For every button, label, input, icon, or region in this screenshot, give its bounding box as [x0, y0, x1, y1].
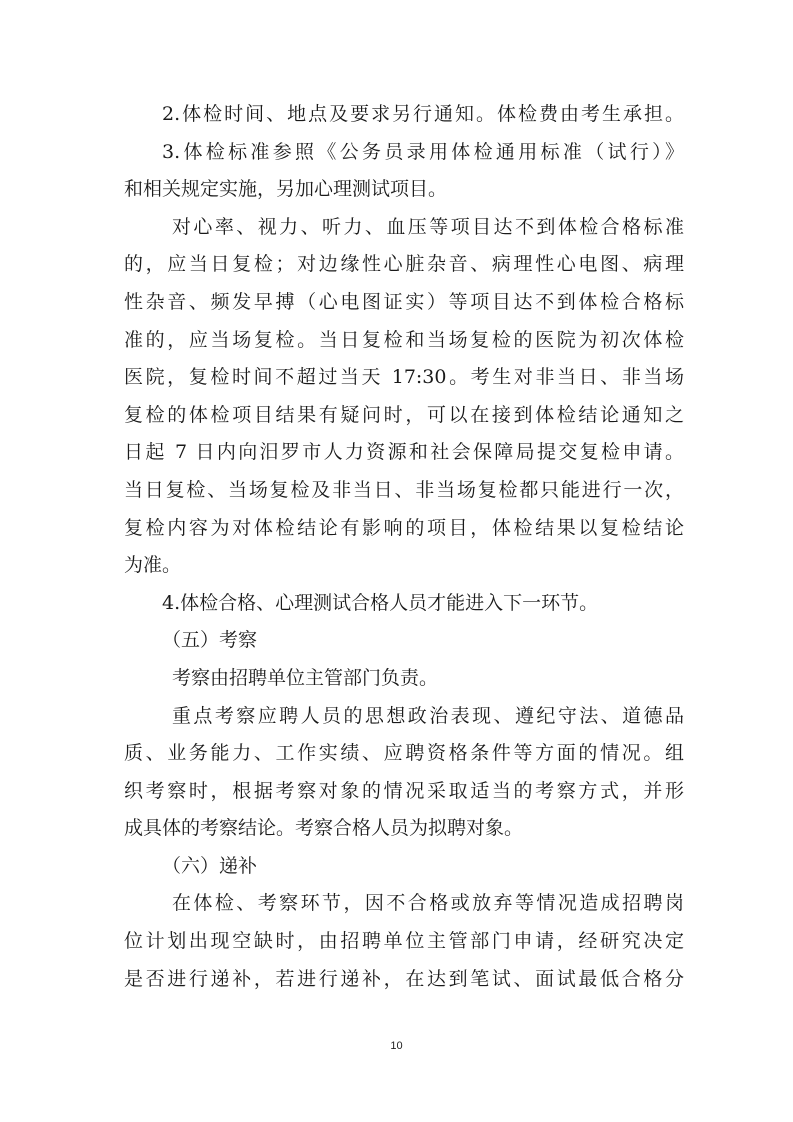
paragraph-line: 位计划出现空缺时，由招聘单位主管部门申请，经研究决定 [124, 930, 684, 953]
paragraph-line: 重点考察应聘人员的思想政治表现、遵纪守法、道德品 [172, 704, 684, 727]
paragraph-line: 4.体检合格、心理测试合格人员才能进入下一环节。 [162, 591, 599, 614]
paragraph-line: 日起 7 日内向汨罗市人力资源和社会保障局提交复检申请。 [124, 441, 684, 464]
paragraph-line: 和相关规定实施，另加心理测试项目。 [124, 178, 448, 201]
paragraph-line: 质、业务能力、工作实绩、应聘资格条件等方面的情况。组 [124, 742, 684, 765]
paragraph-line: 2.体检时间、地点及要求另行通知。体检费由考生承担。 [162, 103, 684, 125]
paragraph-line: 准的，应当场复检。当日复检和当场复检的医院为初次体检 [124, 328, 684, 351]
paragraph-line: 复检内容为对体检结论有影响的项目，体检结果以复检结论 [124, 516, 684, 539]
paragraph-line: 3.体检标准参照《公务员录用体检通用标准（试行）》 [162, 140, 684, 163]
paragraph-line: 织考察时，根据考察对象的情况采取适当的考察方式，并形 [124, 779, 684, 802]
paragraph-line: 在体检、考察环节，因不合格或放弃等情况造成招聘岗 [172, 892, 684, 915]
paragraph-line: 对心率、视力、听力、血压等项目达不到体检合格标准 [172, 215, 684, 238]
paragraph-line: 医院，复检时间不超过当天 17:30。考生对非当日、非当场 [124, 366, 684, 389]
paragraph-line: 为准。 [124, 554, 182, 577]
section-heading: （五）考察 [162, 629, 258, 652]
page-number: 10 [390, 1040, 403, 1052]
paragraph-line: 当日复检、当场复检及非当日、非当场复检都只能进行一次， [124, 478, 684, 501]
paragraph-line: 是否进行递补，若进行递补，在达到笔试、面试最低合格分 [124, 967, 684, 990]
paragraph-line: 成具体的考察结论。考察合格人员为拟聘对象。 [124, 817, 524, 840]
body-text [124, 96, 684, 998]
paragraph-line: 的，应当日复检；对边缘性心脏杂音、病理性心电图、病理 [124, 253, 684, 276]
paragraph-line: 考察由招聘单位主管部门负责。 [172, 666, 439, 689]
paragraph-line: 性杂音、频发早搏（心电图证实）等项目达不到体检合格标 [124, 290, 684, 313]
paragraph-line: 复检的体检项目结果有疑问时，可以在接到体检结论通知之 [124, 403, 684, 426]
section-heading: （六）递补 [162, 854, 258, 877]
